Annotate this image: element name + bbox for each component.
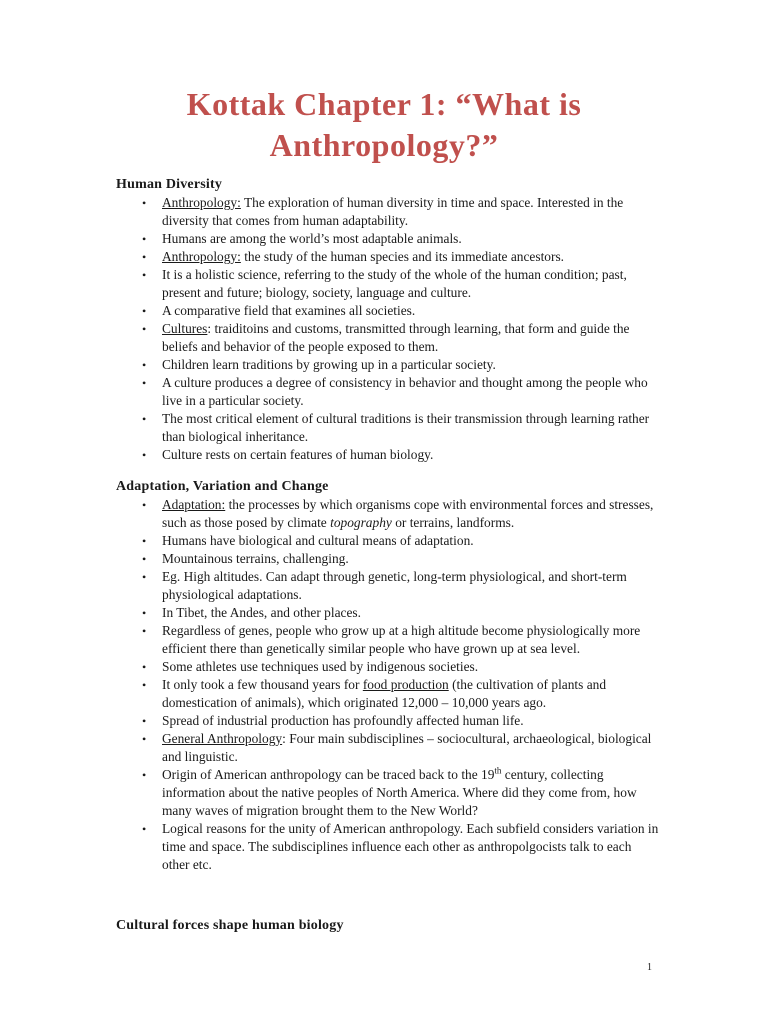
bullet-icon: • <box>142 552 147 566</box>
item-text: : Four main subdisciplines – sociocultural, archaeological, biological and linguistic. <box>162 731 652 764</box>
list-item <box>116 496 661 532</box>
term: Cultures <box>162 321 208 336</box>
item-text: A culture produces a degree of consistency in behavior and thought among the people who live in a particular society. <box>162 375 648 408</box>
section-heading-cultural-forces: Cultural forces shape human biology <box>116 918 344 933</box>
item-text: century, collecting information about the native peoples of North America. Where did they come from, how many waves of migration brought them to the New World? <box>162 767 637 818</box>
section-heading-human-diversity: Human Diversity <box>116 177 223 192</box>
list-item <box>116 676 661 712</box>
section-list-human-diversity <box>116 194 661 464</box>
item-text: Eg. High altitudes. Can adapt through genetic, long-term physiological, and short-term physiological adaptations. <box>162 569 627 602</box>
bullet-icon: • <box>142 624 147 638</box>
list-item <box>116 320 661 356</box>
bullet-icon: • <box>142 232 147 246</box>
item-text: In Tibet, the Andes, and other places. <box>162 605 361 620</box>
list-item <box>116 446 661 464</box>
item-text: The exploration of human diversity in time and space. Interested in the diversity that comes from human adaptability. <box>162 195 624 228</box>
item-text: Culture rests on certain features of human biology. <box>162 447 434 462</box>
item-text: A comparative field that examines all societies. <box>162 303 416 318</box>
title-line-2: Anthropology?” <box>269 127 499 163</box>
list-item <box>116 532 661 550</box>
bullet-icon: • <box>142 660 147 674</box>
page-number: 1 <box>647 962 652 973</box>
item-text: the processes by which organisms cope with environmental forces and stresses, such as those posed by climate <box>162 497 654 530</box>
bullet-icon: • <box>142 822 147 836</box>
bullet-icon: • <box>142 448 147 462</box>
item-text: It is a holistic science, referring to the study of the whole of the human condition; past, present and future; biology, society, language and culture. <box>162 267 627 300</box>
list-item <box>116 604 661 622</box>
item-text: Regardless of genes, people who grow up at a high altitude become physiologically more efficient there than genetically similar people who have grown up at sea level. <box>162 623 641 656</box>
list-item <box>116 410 661 446</box>
list-item <box>116 820 661 874</box>
term: Anthropology: <box>162 195 241 210</box>
item-text: or terrains, landforms. <box>391 515 515 530</box>
item-text: the study of the human species and its immediate ancestors. <box>240 249 565 264</box>
term: General Anthropology <box>162 731 283 746</box>
list-item <box>116 622 661 658</box>
item-text: Origin of American anthropology can be traced back to the 19 <box>162 767 495 782</box>
list-item <box>116 712 661 730</box>
bullet-icon: • <box>142 322 147 336</box>
list-item <box>116 230 661 248</box>
list-item <box>116 658 661 676</box>
term: Anthropology: <box>162 249 241 264</box>
list-item <box>116 266 661 302</box>
list-item <box>116 730 661 766</box>
bullet-icon: • <box>142 768 147 782</box>
item-text: Humans are among the world’s most adaptable animals. <box>162 231 462 246</box>
item-text: : traiditoins and customs, transmitted through learning, that form and guide the beliefs and behavior of the people exposed to them. <box>162 321 630 354</box>
list-item <box>116 550 661 568</box>
bullet-icon: • <box>142 250 147 264</box>
section-list-adaptation <box>116 496 661 874</box>
term: food production <box>362 677 449 692</box>
list-item <box>116 356 661 374</box>
item-text: Children learn traditions by growing up in a particular society. <box>162 357 496 372</box>
list-item <box>116 766 661 820</box>
superscript: th <box>494 765 502 776</box>
bullet-icon: • <box>142 196 147 210</box>
bullet-icon: • <box>142 606 147 620</box>
item-text: It only took a few thousand years for <box>162 677 363 692</box>
bullet-icon: • <box>142 268 147 282</box>
bullet-icon: • <box>142 358 147 372</box>
bullet-icon: • <box>142 534 147 548</box>
item-text: Some athletes use techniques used by indigenous societies. <box>162 659 479 674</box>
item-text: Humans have biological and cultural means of adaptation. <box>162 533 474 548</box>
item-text: Logical reasons for the unity of American anthropology. Each subfield considers variation in time and space. The subdisciplines influence each other as anthropolgocists talk to each other etc. <box>162 821 659 872</box>
section-heading-adaptation: Adaptation, Variation and Change <box>116 479 329 494</box>
list-item <box>116 302 661 320</box>
item-text: (the cultivation of plants and domestication of animals), which originated 12,000 – 10,000 years ago. <box>162 677 607 710</box>
bullet-icon: • <box>142 376 147 390</box>
list-item <box>116 248 661 266</box>
bullet-icon: • <box>142 732 147 746</box>
list-item <box>116 374 661 410</box>
item-text: The most critical element of cultural traditions is their transmission through learning rather than biological inheritance. <box>162 411 650 444</box>
item-text: Spread of industrial production has profoundly affected human life. <box>162 713 524 728</box>
title-line-1: Kottak Chapter 1: “What is <box>186 86 582 122</box>
bullet-icon: • <box>142 412 147 426</box>
page-title <box>0 84 768 166</box>
italic-term: topography <box>330 515 392 530</box>
item-text: Mountainous terrains, challenging. <box>162 551 349 566</box>
bullet-icon: • <box>142 570 147 584</box>
bullet-icon: • <box>142 498 147 512</box>
bullet-icon: • <box>142 678 147 692</box>
bullet-icon: • <box>142 304 147 318</box>
list-item <box>116 568 661 604</box>
term: Adaptation: <box>162 497 226 512</box>
list-item <box>116 194 661 230</box>
bullet-icon: • <box>142 714 147 728</box>
